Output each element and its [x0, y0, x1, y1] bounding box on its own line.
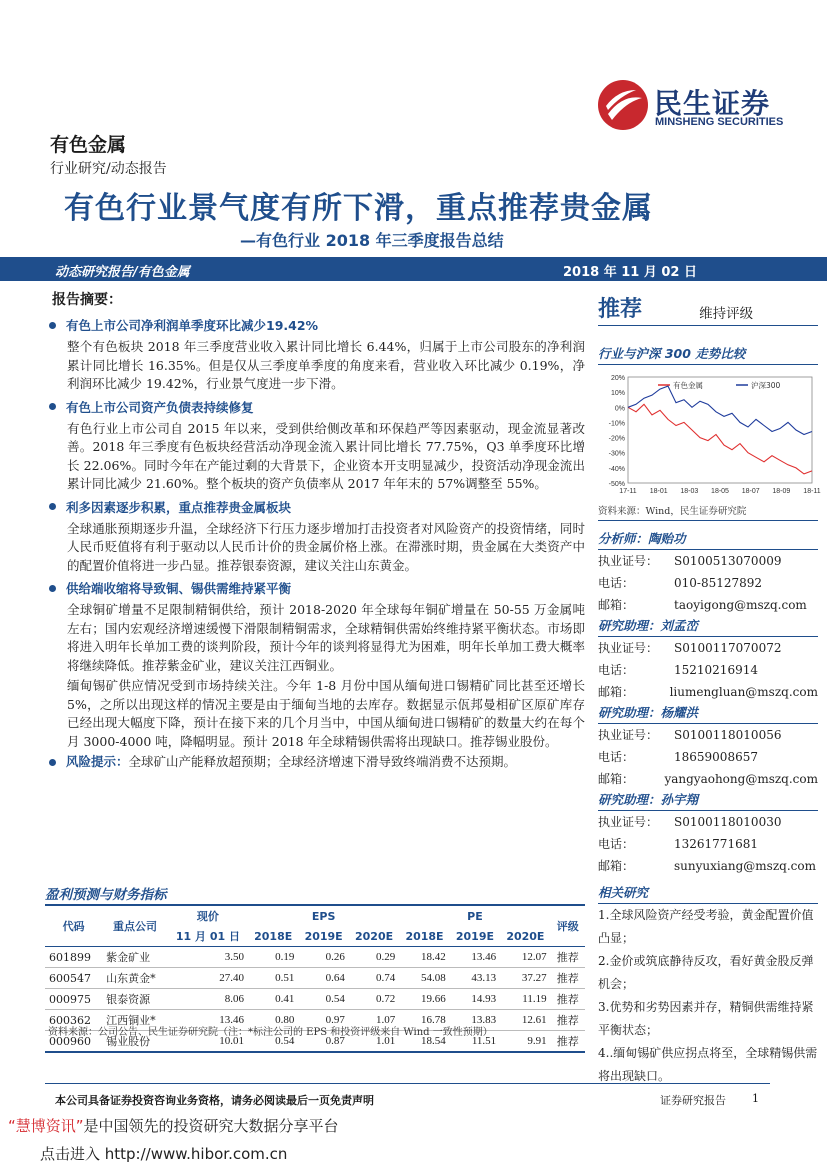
table-row: 000960 锡业股份 10.01 0.54 0.87 1.01 18.54 11.51 9.91 推荐 [45, 1031, 585, 1053]
info-row: 邮箱： yangyaohong@mszq.com [598, 768, 818, 790]
x-tick-label: 18-05 [711, 488, 729, 495]
info-row: 邮箱： taoyigong@mszq.com [598, 594, 818, 616]
col-pe: PE [467, 909, 483, 923]
assistant-heading: 研究助理：杨耀洪 [598, 703, 818, 724]
y-tick-label: 0% [614, 405, 625, 413]
chart-heading: 行业与沪深 300 走势比较 [598, 344, 818, 365]
series-line-1 [628, 404, 812, 474]
table-title: 盈利预测与财务指标 [45, 887, 167, 903]
col-year: 2019E [304, 929, 343, 943]
risk-text: 全球矿山产能释放超预期；全球经济增速下滑导致终端消费不达预期。 [128, 754, 517, 769]
related-heading: 相关研究 [598, 883, 818, 904]
minsheng-logo [598, 80, 798, 130]
info-row: 电话： 15210216914 [598, 663, 758, 677]
analyst-heading: 分析师：陶贻功 [598, 529, 818, 550]
watermark-line [8, 1115, 339, 1136]
y-tick-label: 10% [610, 390, 625, 398]
section-paragraph: 有色行业上市公司自 2015 年以来，受到供给侧改革和环保趋严等因素驱动，现金流显著改善。2018 年三季度有色板块经营活动净现金流入累计同比增长 77.75%，Q3 单季度环比增长 22.06%。同时今年在产能过剩的大背景下，企业资本开支明显减少，投资活动净现金流出累计同比减少 21.60%。整个板块的资产负债率从 2017 年年末的 57%调整至 55%。 [67, 420, 585, 491]
col-code: 代码 [62, 920, 85, 933]
sector-name: 有色金属 [50, 134, 127, 156]
bullet-dot-icon [49, 322, 56, 329]
series-line-2 [628, 386, 812, 434]
info-row: 执业证号： S0100118010056 [598, 728, 782, 742]
section-title: 利多因素逐步积累，重点推荐贵金属板块 [45, 498, 585, 516]
section-paragraph: 整个有色板块 2018 年三季度营业收入累计同比增长 6.44%，归属于上市公司股东的净利润累计同比增长 16.35%。但是仅从三季度单季度的角度来看，营业收入环比减少 0.19%，净利润环比减少 19.42%，行业景气度进一步下滑。 [67, 339, 585, 391]
col-year: 2018E [405, 929, 444, 943]
bullet-dot-icon [49, 403, 56, 410]
x-tick-label: 18-01 [649, 488, 668, 495]
email-link[interactable]: yangyaohong@mszq.com [664, 772, 818, 786]
table-row: 600362 江西铜业* 13.46 0.80 0.97 1.07 16.78 13.83 12.61 推荐 [45, 1010, 585, 1031]
col-company: 重点公司 [113, 920, 157, 933]
logo-mark-icon [598, 80, 648, 130]
y-tick-label: -20% [608, 435, 625, 443]
legend-entry: 有色金属 [673, 381, 703, 390]
y-tick-label: -10% [608, 420, 625, 428]
table-source: 资料来源：公司公告、民生证券研究院（注：*标注公司的 EPS 和投资评级来自 Wind 一致性预期） [48, 1027, 493, 1038]
info-row: 电话： 010-85127892 [598, 576, 763, 590]
x-tick-label: 18-11 [803, 488, 821, 495]
trend-chart [598, 371, 821, 499]
col-year: 2020E [506, 929, 545, 943]
col-year: 2019E [455, 929, 495, 943]
footer-doc: 证券研究报告 [660, 1094, 726, 1107]
email-link[interactable]: taoyigong@mszq.com [674, 598, 807, 612]
x-tick-label: 18-07 [741, 488, 760, 495]
risk-label: 风险提示： [66, 754, 129, 769]
y-tick-label: 20% [610, 375, 625, 382]
rating: 维持评级 [699, 305, 754, 322]
band-category: 动态研究报告/有色金属 [55, 265, 190, 280]
assistant-heading: 研究助理：刘孟峦 [598, 616, 818, 637]
col-rating: 评级 [556, 920, 579, 933]
related-item[interactable]: 1.全球风险资产经受考验，黄金配置价值凸显； [598, 908, 814, 945]
section-title: 有色上市公司资产负债表持续修复 [45, 398, 585, 416]
col-year: 2018E [254, 929, 293, 943]
col-year: 2020E [355, 929, 394, 943]
y-tick-label: -30% [608, 450, 625, 458]
trend-chart-svg [598, 371, 821, 499]
col-eps: EPS [311, 909, 336, 923]
bullet-dot-icon [49, 759, 56, 766]
col-date: 11 月 01 日 [175, 930, 240, 943]
report-type: 行业研究/动态报告 [50, 161, 167, 177]
assistant-heading: 研究助理：孙宇翔 [598, 790, 818, 811]
section-paragraph: 缅甸锡矿供应情况受到市场持续关注。今年 1-8 月份中国从缅甸进口锡精矿同比甚至还增长 5%，之所以出现这样的情况主要是由于缅甸当地的去库存。数据显示佤邦曼相矿区原矿库存已经出现大幅度下降，预计在接下来的几个月当中，中国从缅甸进口锡精矿的数量大约在每个月 3000-4000 吨，降幅明显。预计 2018 年全球精锡供需将出现缺口。推荐锡业股份。 [67, 678, 585, 749]
band-date: 2018 年 11 月 02 日 [563, 265, 697, 280]
footer-disclaimer: 本公司具备证券投资咨询业务资格，请务必阅读最后一页免责声明 [55, 1094, 374, 1107]
page-title: 有色行业景气度有所下滑，重点推荐贵金属 [64, 191, 653, 226]
email-link[interactable]: liumengluan@mszq.com [669, 685, 818, 699]
y-tick-label: -50% [608, 481, 625, 488]
x-tick-label: 18-09 [772, 488, 791, 495]
summary-body [45, 312, 585, 772]
info-row: 电话： 13261771681 [598, 837, 758, 851]
y-tick-label: -40% [608, 465, 625, 473]
page-number: 1 [752, 1092, 759, 1105]
page-subtitle: —有色行业 2018 年三季度报告总结 [240, 231, 504, 250]
table-row: 600547 山东黄金* 27.40 0.51 0.64 0.74 54.08 43.13 37.27 推荐 [45, 968, 585, 989]
sidebar [598, 292, 821, 1088]
info-row: 执业证号： S0100118010030 [598, 815, 782, 829]
logo-en: MINSHENG SECURITIES [655, 116, 784, 128]
info-row: 执业证号： S0100513070009 [598, 554, 782, 568]
watermark-link[interactable]: 点击进入 http://www.hibor.com.cn [40, 1145, 288, 1163]
watermark-text: 是中国领先的投资研究大数据分享平台 [83, 1117, 339, 1135]
bullet-dot-icon [49, 585, 56, 592]
risk-warning [45, 753, 585, 772]
related-item[interactable]: 4..缅甸锡矿供应拐点将至，全球精锡供需将出现缺口。 [598, 1046, 818, 1083]
legend-entry: 沪深300 [751, 381, 781, 390]
info-row: 电话： 18659008657 [598, 750, 758, 764]
analyst-name: 陶贻功 [648, 531, 686, 546]
col-price: 现价 [196, 910, 219, 923]
recommendation: 推荐 [598, 297, 643, 322]
summary-heading: 报告摘要： [52, 292, 122, 308]
info-row: 邮箱： liumengluan@mszq.com [598, 681, 818, 703]
info-row: 执业证号： S0100117070072 [598, 641, 782, 655]
x-tick-label: 17-11 [619, 488, 637, 495]
email-link[interactable]: sunyuxiang@mszq.com [674, 859, 816, 873]
related-item[interactable]: 2.金价或筑底静待反攻，看好黄金股反弹机会； [598, 954, 814, 991]
table-row: 000975 银泰资源 8.06 0.41 0.54 0.72 19.66 14.93 11.19 推荐 [45, 989, 585, 1010]
footer-divider [45, 1083, 770, 1084]
watermark-brand: “慧博资讯” [8, 1117, 84, 1135]
section-paragraph: 全球通胀预期逐步升温，全球经济下行压力逐步增加打击投资者对风险资产的投资情绪，同时人民币贬值将有利于驱动以人民币计价的贵金属价格上涨。在滞涨时期，贵金属在大类资产中的配置价值将进一步凸显。推荐银泰资源，建议关注山东黄金。 [67, 520, 585, 573]
table-row: 601899 紫金矿业 3.50 0.19 0.26 0.29 18.42 13.46 12.07 推荐 [45, 947, 585, 968]
chart-source: 资料来源：Wind，民生证券研究院 [598, 503, 818, 521]
bullet-dot-icon [49, 503, 56, 510]
related-item[interactable]: 3.优势和劣势因素并存，精铜供需维持紧平衡状态； [598, 1000, 814, 1037]
logo-cn: 民生证券 [654, 87, 771, 120]
section-title: 有色上市公司净利润单季度环比减少19.42% [45, 316, 585, 334]
info-row: 邮箱： sunyuxiang@mszq.com [598, 855, 818, 877]
section-paragraph: 全球铜矿增量不足限制精铜供给，预计 2018-2020 年全球每年铜矿增量在 50-55 万金属吨左右；国内宏观经济增速缓慢下滑限制精铜需求，全球精铜供需始终维持紧平衡状态。市场即将进入明年长单加工费的谈判阶段，预计今年的谈判将显得尤为困难，明年长单加工费大概率将继续降低。推荐紫金矿业，建议关注江西铜业。 [67, 602, 585, 673]
section-title: 供给端收缩将导致铜、锡供需维持紧平衡 [45, 579, 585, 597]
x-tick-label: 18-03 [680, 488, 699, 495]
